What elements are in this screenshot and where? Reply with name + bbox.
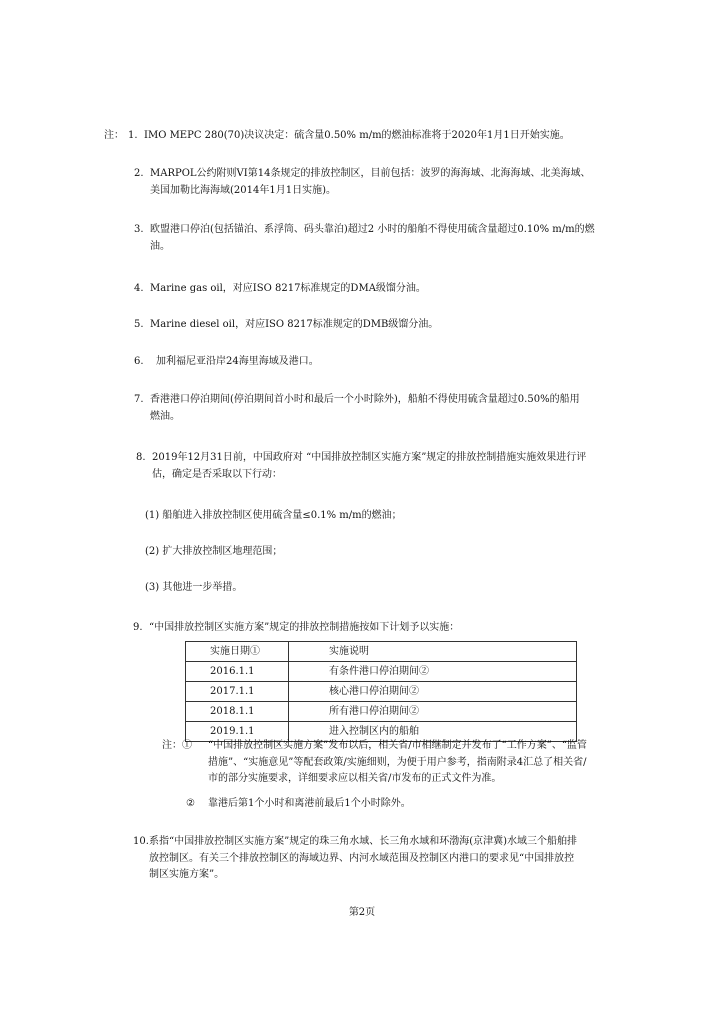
note-text-continued: 放控制区。有关三个排放控制区的海域边界、内河水域范围及控制区内港口的要求见“中国排放控 — [149, 852, 575, 864]
note-6 — [134, 354, 632, 371]
table-header-row — [186, 642, 577, 662]
note-number: 2. — [134, 168, 144, 179]
note-5 — [134, 317, 632, 334]
action-item-2: (2) 扩大排放控制区地理范围； — [145, 546, 283, 557]
note-text: 系指“中国排放控制区实施方案”规定的珠三角水域、长三角水域和环渤海(京津冀)水域三个船舶排 — [149, 836, 578, 847]
note-text: MARPOL公约附则VI第14条规定的排放控制区，目前包括：波罗的海海域、北海海域、北美海域、 — [150, 168, 591, 179]
note-number: 7. — [134, 394, 144, 405]
note-text-continued: 估，确定是否采取以下行动： — [152, 468, 282, 480]
note-number: 1. — [128, 130, 138, 141]
table-note-1 — [162, 738, 632, 788]
note-10 — [133, 834, 631, 884]
table-cell-description: 所有港口停泊期间② — [289, 702, 577, 722]
note-number: 5. — [134, 319, 144, 330]
table-note-marker: ② — [186, 798, 195, 809]
table-cell-date: 2019.1.1 — [186, 722, 289, 742]
table-cell-date: 2017.1.1 — [186, 682, 289, 702]
table-note-text: 靠港后第1个小时和离港前最后1个小时除外。 — [208, 798, 411, 809]
page-number: 第2页 — [348, 907, 376, 918]
note-text-continued: 油。 — [150, 240, 170, 252]
note-text: IMO MEPC 280(70)决议决定：硫含量0.50% m/m的燃油标准将于2020年1月1日开始实施。 — [144, 130, 570, 141]
table-cell-date: 2018.1.1 — [186, 702, 289, 722]
note-1 — [128, 128, 626, 145]
table-note-text-continued: 市的部分实施要求，详细要求应以相关省/市发布的正式文件为准。 — [208, 773, 502, 784]
table-note-text-continued: 措施”、“实施意见”等配套政策/实施细则，为便于用户参考，指南附录4汇总了相关省/ — [208, 756, 587, 768]
table-note-marker: 注：① — [162, 740, 192, 751]
note-8 — [136, 450, 634, 483]
note-2 — [134, 166, 632, 199]
note-text: Marine gas oil，对应ISO 8217标准规定的DMA级馏分油。 — [150, 283, 426, 294]
note-number: 10. — [133, 836, 149, 847]
table-header-cell: 实施日期① — [186, 642, 289, 662]
table-cell-date: 2016.1.1 — [186, 662, 289, 682]
note-7 — [134, 392, 632, 425]
note-number: 3. — [134, 224, 144, 235]
note-number: 4. — [134, 283, 144, 294]
table-row — [186, 662, 577, 682]
note-text: 加利福尼亚沿岸24海里海域及港口。 — [156, 356, 319, 367]
action-item-3: (3) 其他进一步举措。 — [145, 582, 243, 593]
table-cell-description: 进入控制区内的船舶 — [289, 722, 577, 742]
note-text: “中国排放控制区实施方案”规定的排放控制措施按如下计划予以实施： — [149, 622, 460, 633]
table-cell-description: 核心港口停泊期间② — [289, 682, 577, 702]
note-text: Marine diesel oil，对应ISO 8217标准规定的DMB级馏分油。 — [150, 319, 439, 330]
table-note-2 — [186, 796, 656, 813]
note-9 — [133, 620, 631, 637]
note-text: 欧盟港口停泊(包括锚泊、系浮筒、码头靠泊)超过2 小时的船舶不得使用硫含量超过0.10% m/m的燃 — [150, 224, 595, 235]
notes-label: 注： — [104, 130, 124, 141]
note-4 — [134, 281, 632, 298]
table-cell-description: 有条件港口停泊期间② — [289, 662, 577, 682]
table-row — [186, 702, 577, 722]
table-header-cell: 实施说明 — [289, 642, 577, 662]
note-number: 6. — [134, 356, 144, 367]
table-row — [186, 682, 577, 702]
implementation-schedule-table — [185, 641, 577, 742]
note-text-continued: 制区实施方案”。 — [149, 869, 225, 880]
note-text-continued: 美国加勒比海海域(2014年1月1日实施)。 — [150, 184, 336, 196]
note-text-continued: 燃油。 — [150, 410, 180, 422]
note-number: 9. — [133, 622, 143, 633]
note-3 — [134, 222, 632, 255]
note-text: 2019年12月31日前，中国政府对 “中国排放控制区实施方案”规定的排放控制措施实施效果进行评 — [152, 452, 587, 463]
note-text: 香港港口停泊期间(停泊期间首小时和最后一个小时除外)，船舶不得使用硫含量超过0.50%的船用 — [150, 394, 580, 405]
note-number: 8. — [136, 452, 146, 463]
table-note-text: “中国排放控制区实施方案”发布以后，相关省/市相继制定并发布了“工作方案”、“监管 — [208, 740, 587, 751]
action-item-1: (1) 船舶进入排放控制区使用硫含量≤0.1% m/m的燃油； — [145, 510, 402, 521]
